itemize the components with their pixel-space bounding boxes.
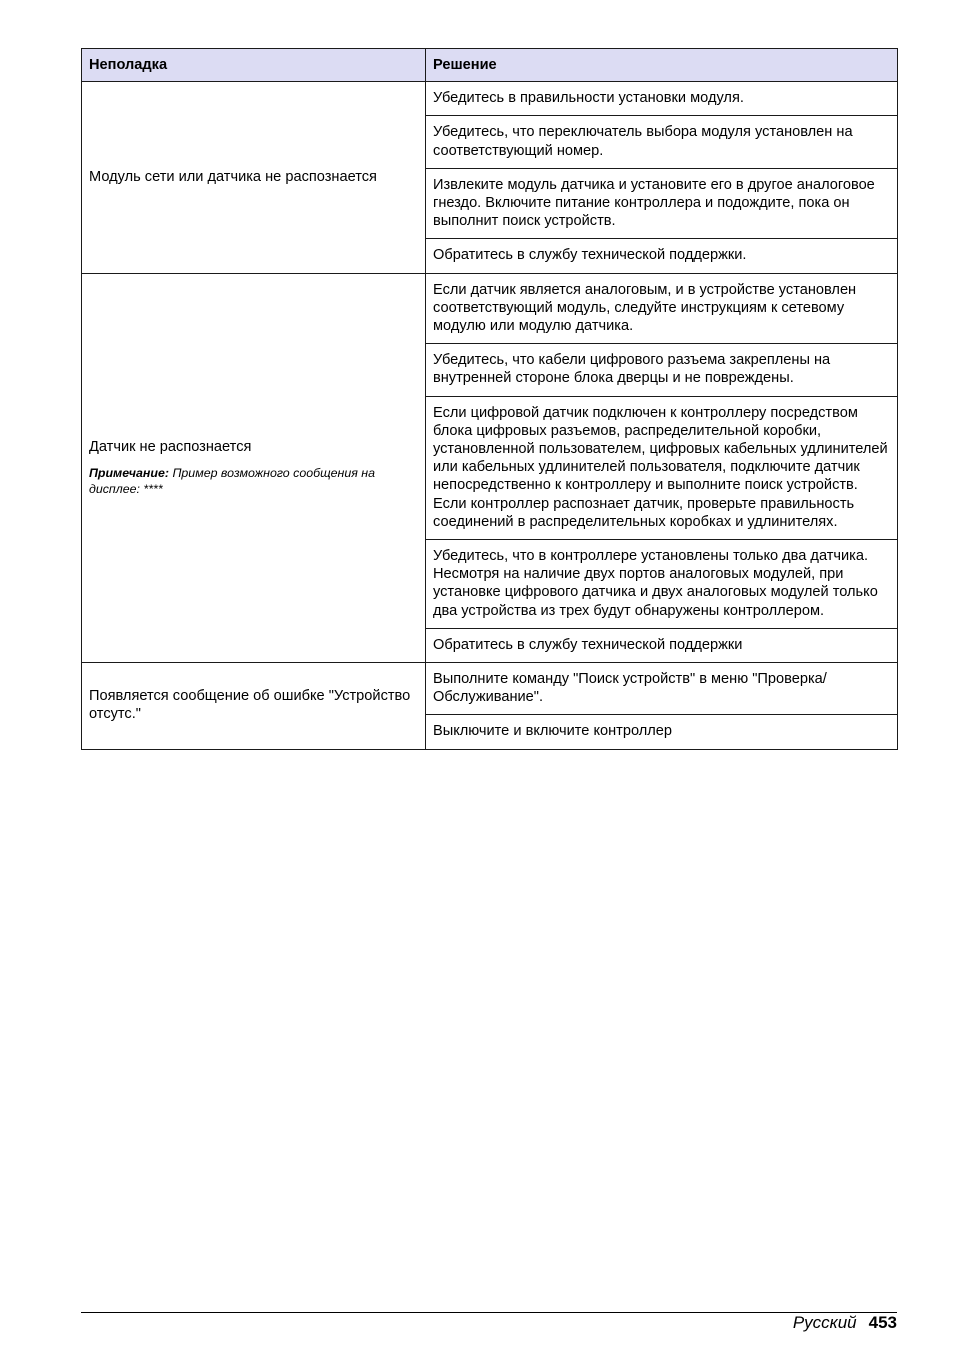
note bbox=[89, 465, 418, 497]
problem-cell bbox=[82, 273, 426, 662]
solution-cell: Обратитесь в службу технической поддержки. bbox=[426, 239, 898, 273]
solution-cell: Убедитесь в правильности установки модуля. bbox=[426, 82, 898, 116]
solution-cell: Если цифровой датчик подключен к контроллеру посредством блока цифровых разъемов, распределительной коробки, установленной пользователем, цифровых кабельных удлинителей или кабельных удлинителей пользователя, подключите датчик непосредственно к контроллеру и выполните поиск устройств. Если контроллер распознает датчик, проверьте правильность соединений в распределительных коробках и удлинителях. bbox=[426, 396, 898, 539]
note-text: Пример возможного сообщения на дисплее: **** bbox=[89, 465, 376, 496]
footer-divider bbox=[81, 1312, 897, 1313]
table-row bbox=[82, 273, 898, 344]
solution-cell: Выключите и включите контроллер bbox=[426, 715, 898, 749]
solution-cell: Убедитесь, что кабели цифрового разъема закреплены на внутренней стороне блока дверцы и не повреждены. bbox=[426, 344, 898, 396]
table-row bbox=[82, 663, 898, 715]
solution-cell: Выполните команду "Поиск устройств" в меню "Проверка/Обслуживание". bbox=[426, 663, 898, 715]
solution-cell: Если датчик является аналоговым, и в устройстве установлен соответствующий модуль, следуйте инструкциям к сетевому модулю или модулю датчика. bbox=[426, 273, 898, 344]
problem-text: Датчик не распознается bbox=[89, 438, 252, 455]
solution-cell: Убедитесь, что в контроллере установлены только два датчика. Несмотря на наличие двух портов аналоговых модулей, при установке цифрового датчика и двух аналоговых модулей только два устройства из трех будут обнаружены контроллером. bbox=[426, 540, 898, 629]
footer-language: Русский bbox=[792, 1313, 857, 1332]
table-header-row bbox=[82, 49, 898, 82]
problem-cell: Модуль сети или датчика не распознается bbox=[82, 82, 426, 273]
solution-cell: Извлеките модуль датчика и установите его в другое аналоговое гнездо. Включите питание контроллера и подождите, пока он выполнит поиск устройств. bbox=[426, 168, 898, 239]
column-header-solution: Решение bbox=[426, 49, 898, 82]
troubleshooting-table bbox=[81, 48, 898, 750]
solution-cell: Убедитесь, что переключатель выбора модуля установлен на соответствующий номер. bbox=[426, 116, 898, 168]
column-header-problem: Неполадка bbox=[82, 49, 426, 82]
solution-cell: Обратитесь в службу технической поддержки bbox=[426, 628, 898, 662]
table-row bbox=[82, 82, 898, 116]
page-number: 453 bbox=[868, 1313, 897, 1332]
page-footer bbox=[793, 1313, 897, 1333]
note-label: Примечание: bbox=[89, 465, 169, 480]
problem-cell: Появляется сообщение об ошибке "Устройство отсутс." bbox=[82, 663, 426, 750]
